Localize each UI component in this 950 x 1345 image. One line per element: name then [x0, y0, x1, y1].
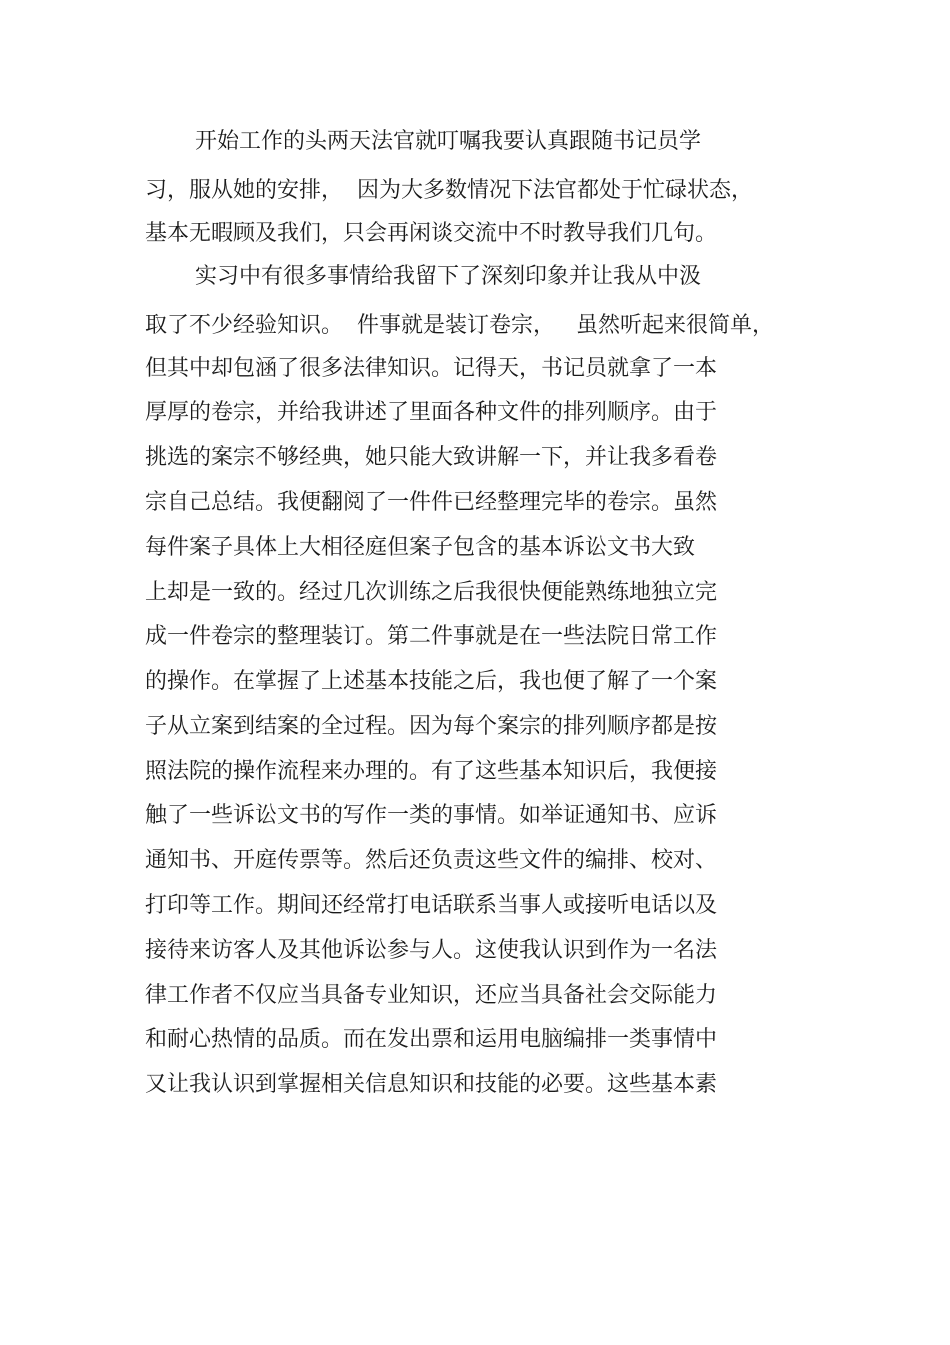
text-line-9: 宗自己总结。我便翻阅了一件件已经整理完毕的卷宗。虽然 — [145, 490, 718, 515]
text-line-8: 挑选的案宗不够经典，她只能大致讲解一下，并让我多看卷 — [145, 445, 718, 470]
text-line-6: 但其中却包涵了很多法律知识。记得天，书记员就拿了一本 — [145, 356, 718, 381]
text-line-10: 每件案子具体上大相径庭但案子包含的基本诉讼文书大致 — [145, 535, 696, 560]
text-line-13: 的操作。在掌握了上述基本技能之后，我也便了解了一个案 — [145, 669, 718, 694]
text-line-11: 上却是一致的。经过几次训练之后我很快便能熟练地独立完 — [145, 580, 718, 605]
text-line-14: 子从立案到结案的全过程。因为每个案宗的排列顺序都是按 — [145, 714, 718, 739]
text-line-17: 通知书、开庭传票等。然后还负责这些文件的编排、校对、 — [145, 848, 718, 873]
text-line-4: 实习中有很多事情给我留下了深刻印象并让我从中汲 — [195, 264, 702, 289]
text-line-15: 照法院的操作流程来办理的。有了这些基本知识后，我便接 — [145, 759, 718, 784]
text-line-16: 触了一些诉讼文书的写作一类的事情。如举证通知书、应诉 — [145, 803, 718, 828]
text-line-1: 开始工作的头两天法官就叮嘱我要认真跟随书记员学 — [195, 129, 702, 154]
text-line-21: 和耐心热情的品质。而在发出票和运用电脑编排一类事情中 — [145, 1027, 718, 1052]
text-line-22: 又让我认识到掌握相关信息知识和技能的必要。这些基本素 — [145, 1072, 718, 1097]
text-line-5: 取了不少经验知识。 件事就是装订卷宗， 虽然听起来很简单， — [145, 313, 774, 338]
text-line-19: 接待来访客人及其他诉讼参与人。这使我认识到作为一名法 — [145, 938, 718, 963]
text-line-2: 习，服从她的安排， 因为大多数情况下法官都处于忙碌状态， — [145, 178, 753, 203]
text-line-18: 打印等工作。期间还经常打电话联系当事人或接听电话以及 — [145, 893, 718, 918]
text-line-20: 律工作者不仅应当具备专业知识，还应当具备社会交际能力 — [145, 983, 718, 1008]
text-line-12: 成一件卷宗的整理装订。第二件事就是在一些法院日常工作 — [145, 624, 718, 649]
text-line-7: 厚厚的卷宗，并给我讲述了里面各种文件的排列顺序。由于 — [145, 400, 718, 425]
text-line-3: 基本无暇顾及我们，只会再闲谈交流中不时教导我们几句。 — [145, 221, 718, 246]
